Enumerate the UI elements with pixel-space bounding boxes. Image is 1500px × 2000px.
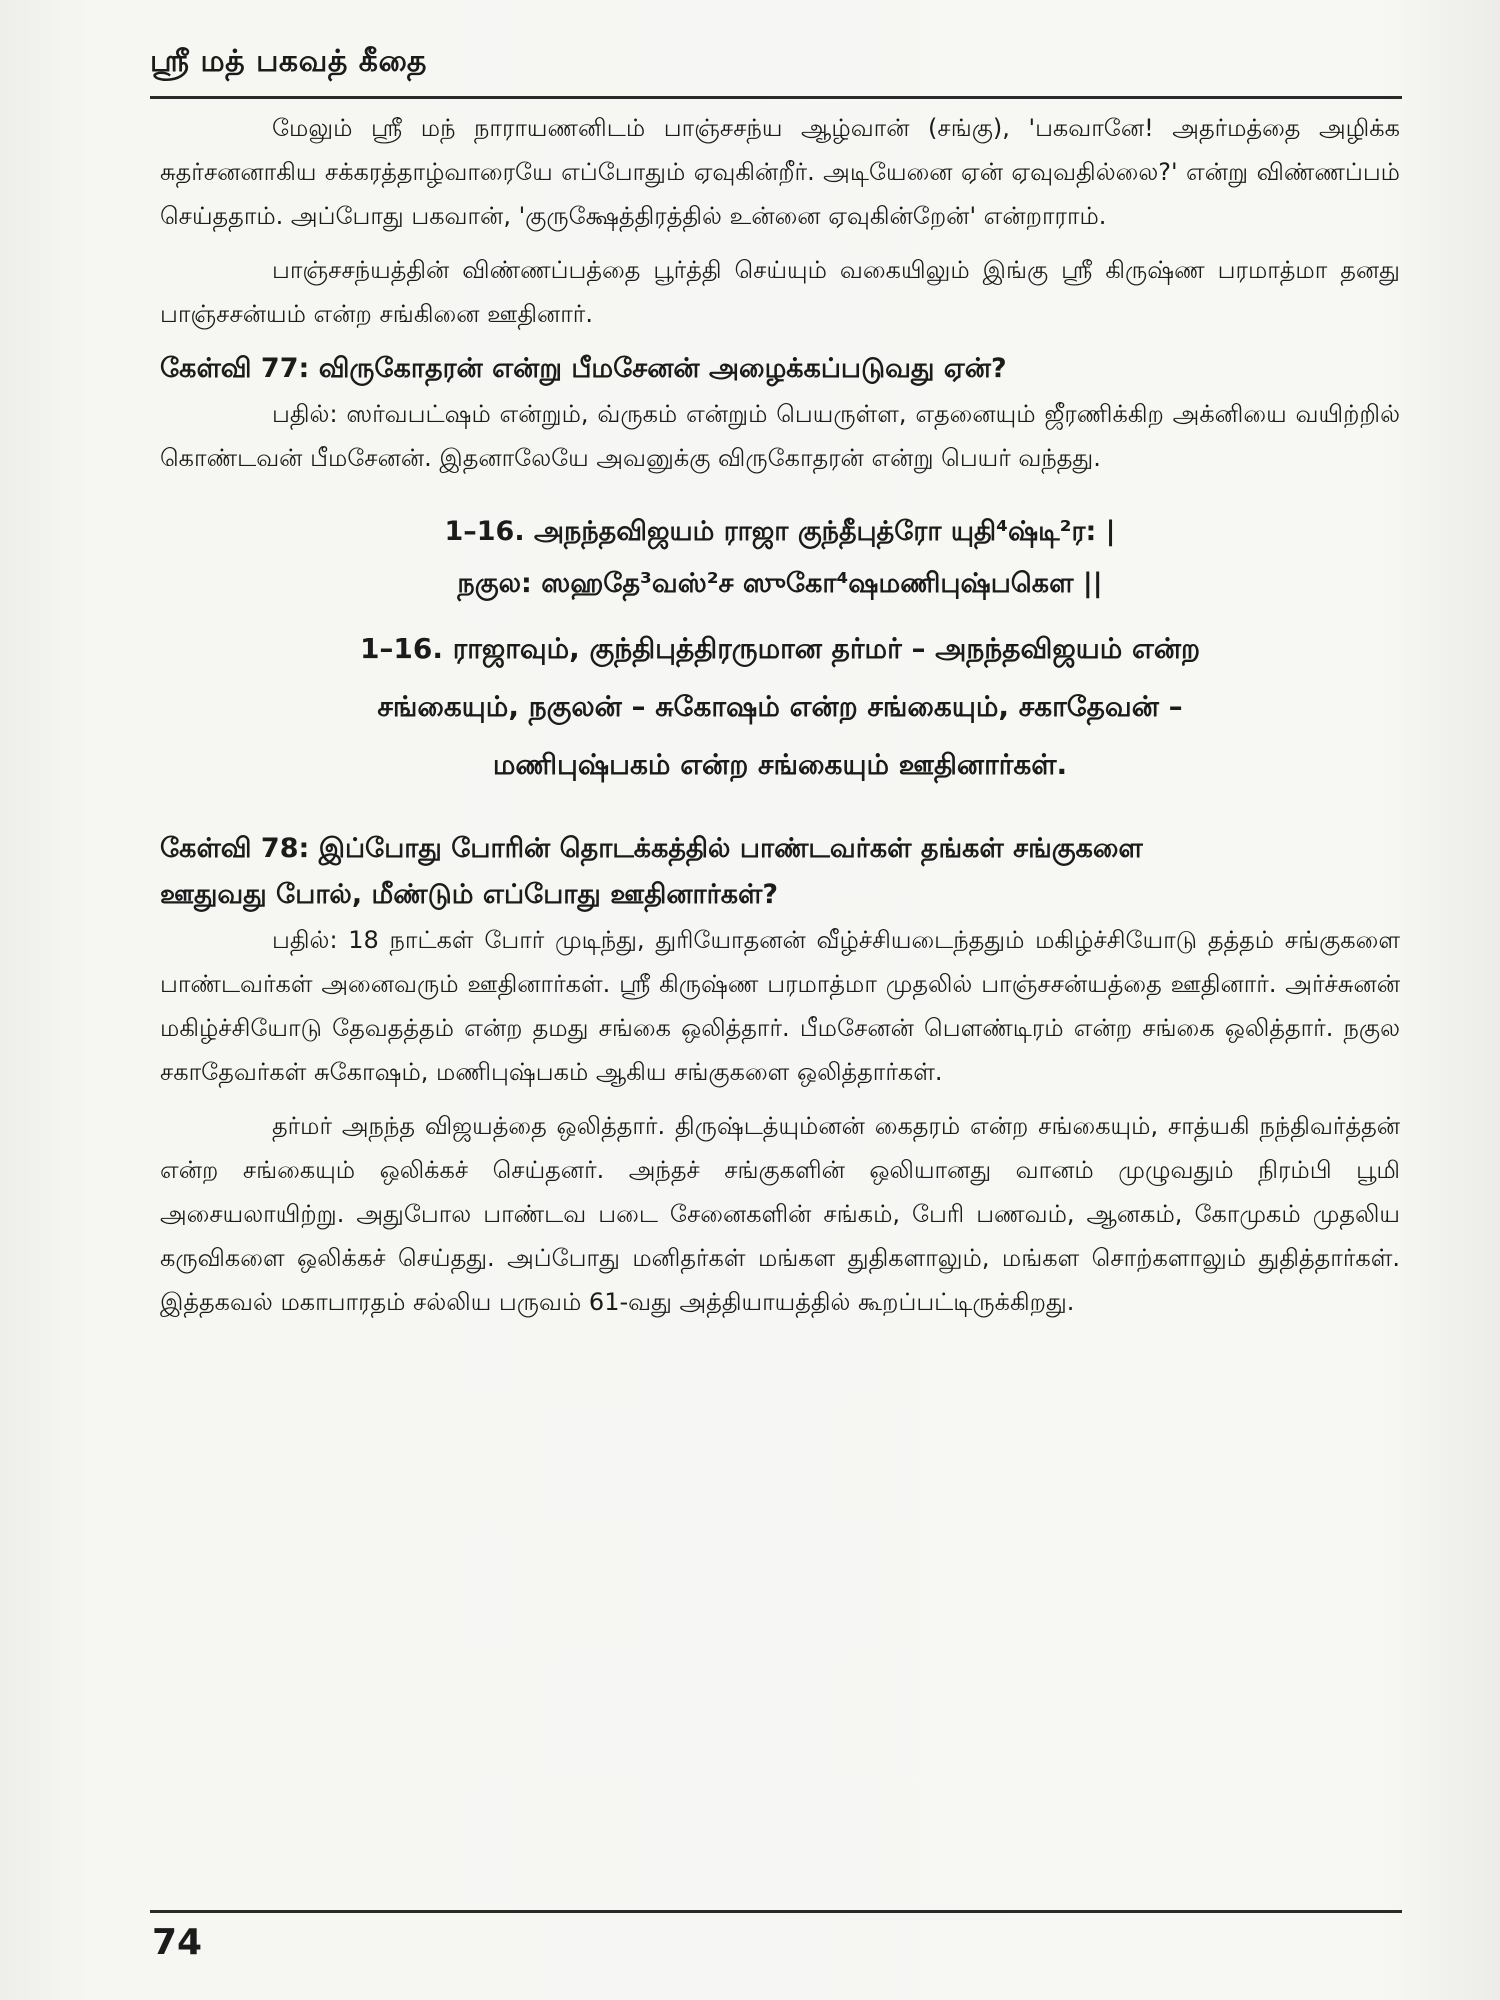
page-number: 74 [152,1922,203,1963]
question-77: கேள்வி 77: விருகோதரன் என்று பீமசேனன் அழைக்கப்படுவது ஏன்? [160,353,1007,384]
paragraph-conch-sounds: தர்மர் அநந்த விஜயத்தை ஒலித்தார். திருஷ்டத்யும்னன் கைதரம் என்ற சங்கையும், சாத்யகி நந்திவர்த்தன் என்ற சங்கையும் ஒலிக்கச் செய்தனர். அந்தச் சங்குகளின் ஒலியானது வானம் முழுவதும் நிரம்பி பூமி அசையலாயிற்று. அதுபோல பாண்டவ படை சேனைகளின் சங்கம், பேரி பணவம், ஆனகம், கோமுகம் முதலிய கருவிகளை ஒலிக்கச் செய்தது. அப்போது மனிதர்கள் மங்கள துதிகளாலும், மங்கள சொற்களாலும் துதித்தார்கள். இத்தகவல் மகாபாரதம் சல்லிய பருவம் 61-வது அத்தியாயத்தில் கூறப்பட்டிருக்கிறது. [160,1112,1401,1316]
meaning-line-1: 1–16. ராஜாவும், குந்திபுத்திரருமான தர்மர் – அநந்தவிஜயம் என்ற [359,632,1201,665]
page-body [160,106,1400,1324]
footer-rule [150,1910,1402,1913]
verse-meaning [160,620,1400,794]
paragraph-panchajanya-fulfilment: பாஞ்சசந்யத்தின் விண்ணப்பத்தை பூர்த்தி செய்யும் வகையிலும் இங்கு ஸ்ரீ கிருஷ்ண பரமாத்மா தனது பாஞ்சசன்யம் என்ற சங்கினை ஊதினார். [160,256,1400,328]
question-78-line-2: ஊதுவது போல், மீண்டும் எப்போது ஊதினார்கள்? [160,879,779,910]
verse-line-1: 1–16. அநந்தவிஜயம் ராஜா குந்தீபுத்ரோ யுதி⁴ஷ்டி²ர: | [444,516,1116,547]
question-78 [160,826,1400,918]
verse-line-2: நகுல: ஸஹதே³வஸ்²ச ஸுகோ⁴ஷமணிபுஷ்பகௌ || [457,568,1103,599]
meaning-line-3: மணிபுஷ்பகம் என்ற சங்கையும் ஊதினார்கள். [492,748,1068,781]
meaning-line-2: சங்கையும், நகுலன் – சுகோஷம் என்ற சங்கையும், சகாதேவன் – [377,690,1183,723]
header-rule [150,96,1402,99]
paragraph-panchajanya-request: மேலும் ஸ்ரீ மந் நாராயணனிடம் பாஞ்சசந்ய ஆழ்வான் (சங்கு), 'பகவானே! அதர்மத்தை அழிக்க சுதர்சனனாகிய சக்கரத்தாழ்வாரையே எப்போதும் ஏவுகின்றீர். அடியேனை ஏன் ஏவுவதில்லை?' என்று விண்ணப்பம் செய்ததாம். அப்போது பகவான், 'குருக்ஷேத்திரத்தில் உன்னை ஏவுகின்றேன்' என்றாராம். [160,114,1400,230]
running-header: ஸ்ரீ மத் பகவத் கீதை [150,44,427,79]
sanskrit-verse [160,506,1400,610]
answer-78: பதில்: 18 நாட்கள் போர் முடிந்து, துரியோதனன் வீழ்ச்சியடைந்ததும் மகிழ்ச்சியோடு தத்தம் சங்குகளை பாண்டவர்கள் அனைவரும் ஊதினார்கள். ஸ்ரீ கிருஷ்ண பரமாத்மா முதலில் பாஞ்சசன்யத்தை ஊதினார். அர்ச்சுனன் மகிழ்ச்சியோடு தேவதத்தம் என்ற தமது சங்கை ஒலித்தார். பீமசேனன் பௌண்டிரம் என்ற சங்கை ஒலித்தார். நகுல சகாதேவர்கள் சுகோஷம், மணிபுஷ்பகம் ஆகிய சங்குகளை ஒலித்தார்கள். [160,926,1400,1086]
answer-77: பதில்: ஸர்வபட்ஷம் என்றும், வ்ருகம் என்றும் பெயருள்ள, எதனையும் ஜீரணிக்கிற அக்னியை வயிற்றில் கொண்டவன் பீமசேனன். இதனாலேயே அவனுக்கு விருகோதரன் என்று பெயர் வந்தது. [160,400,1400,472]
question-78-line-1: கேள்வி 78: இப்போது போரின் தொடக்கத்தில் பாண்டவர்கள் தங்கள் சங்குகளை [160,833,1143,864]
